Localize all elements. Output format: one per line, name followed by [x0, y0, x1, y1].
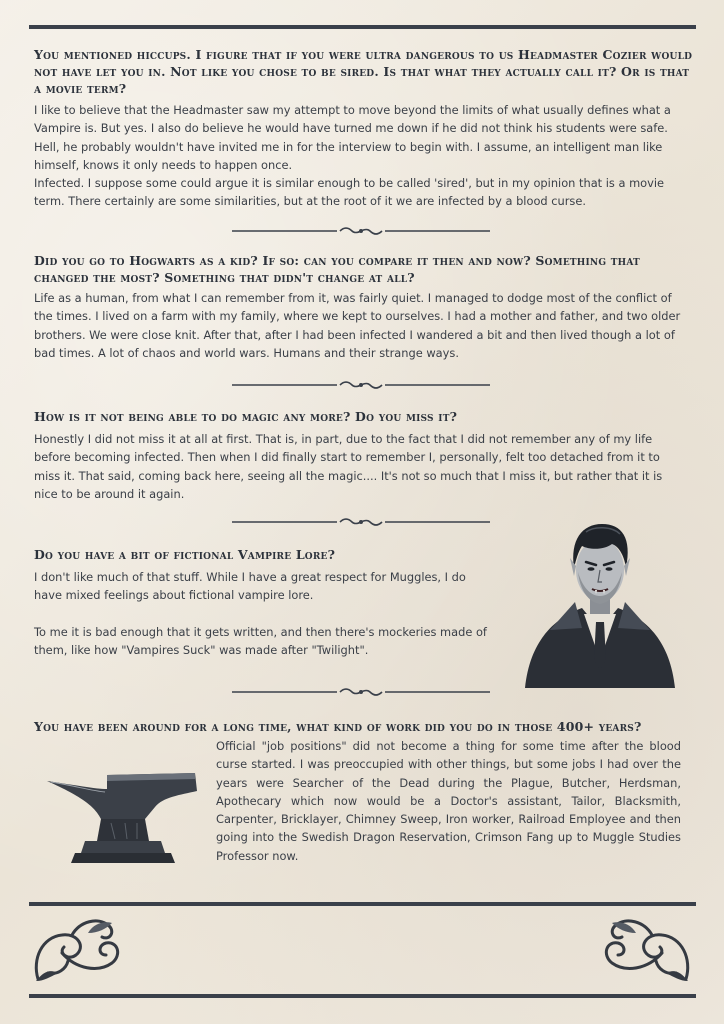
answer-3-paragraph-1: Honestly I did not miss it at all at first. That is, in part, due to the fact that I did not remember any of my life before becoming infected. Then when I did finally start to remember I, personally, felt too detached from it to miss it. That said, coming back here, seeing all the magic.... It's not so much that I miss it, but rather that it is nice to be around it again.: [34, 432, 663, 501]
answer-4-paragraph-1: I don't like much of that stuff. While I have a great respect for Muggles, I do have mixed feelings about fictional vampire lore.: [34, 570, 466, 603]
answer-5-paragraph-1: Official "job positions" did not become a thing for some time after the blood curse started. I was preoccupied with other things, but some jobs I had over the years were Searcher of the Dead during the Plague, Butcher, Herdsman, Apothecary which now would be a Doctor's assistant, Tailor, Blacksmith, Carpenter, Bricklayer, Chimney Sweep, Iron worker, Railroad Employee and then going into the Swedish Dragon Reservation, Crimson Fang up to Muggle Studies Professor now.: [216, 739, 681, 863]
question-1: You mentioned hiccups. I figure that if you were ultra dangerous to us Headmaster Cozier would not have let you in. Not like you chose to be sired. Is that what they actually call it? Or is that a movie term?: [34, 47, 693, 96]
flourish-ornament-right: [600, 913, 696, 987]
section-divider-1: [232, 225, 490, 237]
question-4: Do you have a bit of fictional Vampire Lore?: [34, 547, 336, 562]
flourish-ornament-left: [28, 913, 124, 987]
top-rule: [29, 25, 696, 29]
answer-3: [34, 430, 684, 503]
answer-2: [34, 289, 684, 362]
bottom-rule-lower: [29, 994, 696, 998]
answer-4-paragraph-2: To me it is bad enough that it gets written, and then there's mockeries made of them, like how "Vampires Suck" was made after "Twilight".: [34, 624, 487, 657]
vampire-portrait: [520, 510, 680, 690]
anvil-illustration: [45, 767, 200, 867]
answer-2-paragraph-1: Life as a human, from what I can remember from it, was fairly quiet. I managed to dodge most of the conflict of the times. I lived on a farm with my family, where we kept to ourselves. I had a mother and father, and two older brothers. We were close knit. After that, after I had been infected I wandered a bit and then lived though a lot of bad times. A lot of chaos and world wars. Humans and their strange ways.: [34, 291, 681, 360]
section-divider-2: [232, 379, 490, 391]
answer-4: [34, 568, 496, 659]
bottom-rule-upper: [29, 902, 696, 906]
question-2: Did you go to Hogwarts as a kid? If so: can you compare it then and now? Something that changed the most? Something that didn't change at all?: [34, 253, 640, 285]
section-divider-4: [232, 686, 490, 698]
answer-1-paragraph-2: Infected. I suppose some could argue it is similar enough to be called 'sired', but in my opinion that is a movie term. There certainly are some similarities, but at the root of it we are infected by a blood curse.: [34, 176, 665, 209]
answer-5: [216, 737, 681, 865]
answer-4-spacer: [34, 605, 496, 623]
answer-1: [34, 101, 684, 211]
question-5: You have been around for a long time, what kind of work did you do in those 400+ years?: [34, 719, 642, 734]
section-divider-3: [232, 516, 490, 528]
question-3: How is it not being able to do magic any more? Do you miss it?: [34, 409, 458, 424]
answer-1-paragraph-1: I like to believe that the Headmaster saw my attempt to move beyond the limits of what usually defines what a Vampire is. But yes. I also do believe he would have turned me down if he did not think his students were safe. Hell, he probably wouldn't have invited me in for the interview to begin with. I assume, an intelligent man like himself, knows it only needs to happen once.: [34, 103, 671, 172]
